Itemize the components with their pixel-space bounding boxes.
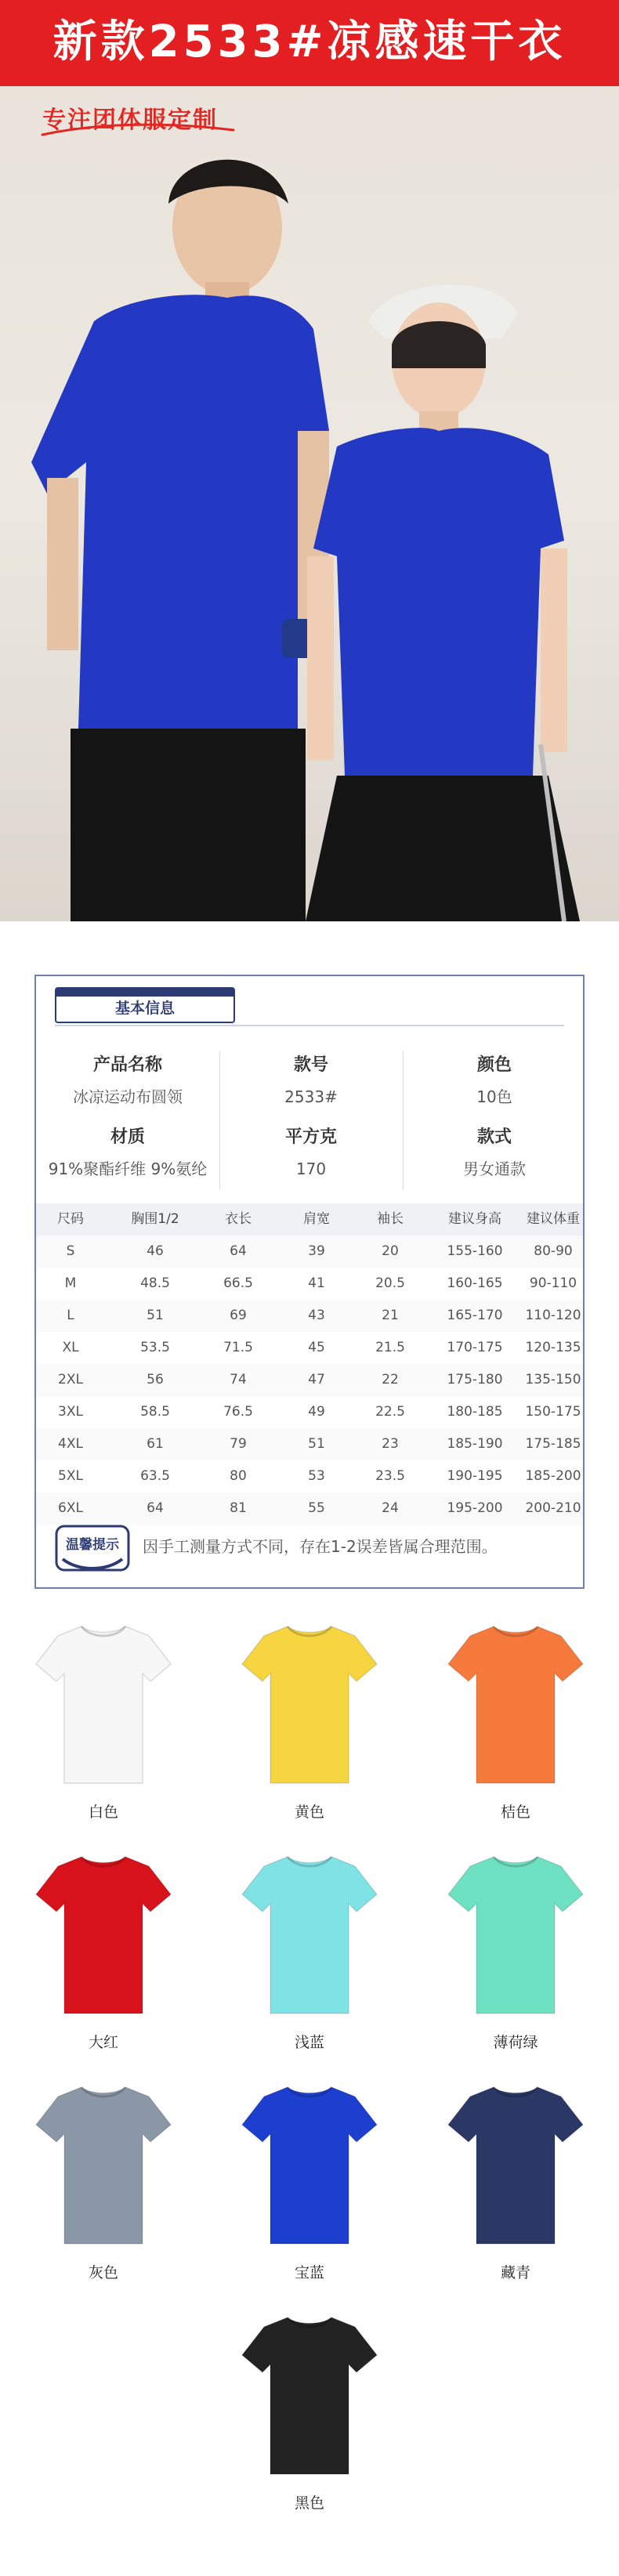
- size-table-cell: S: [66, 1243, 75, 1259]
- color-swatch[interactable]: [17, 2076, 190, 2311]
- size-table-header-cell: 建议身高: [448, 1211, 501, 1227]
- size-table-cell: 2XL: [58, 1372, 83, 1387]
- size-table-cell: 21: [382, 1308, 399, 1323]
- size-table-row: [36, 1236, 583, 1268]
- tshirt-icon: [239, 2306, 380, 2479]
- size-table-cell: 71.5: [223, 1340, 253, 1355]
- size-table-cell: 180-185: [447, 1404, 503, 1420]
- color-swatch[interactable]: [223, 2306, 396, 2542]
- color-swatch[interactable]: [17, 1846, 190, 2081]
- size-table-cell: 56: [147, 1372, 164, 1387]
- spec-section-title: 基本信息: [55, 997, 235, 1023]
- size-table-cell: 120-135: [525, 1340, 581, 1355]
- size-table-cell: 175-180: [447, 1372, 503, 1387]
- color-swatch-label: 白色: [88, 1804, 118, 1821]
- info-fit: 款式 男女通款: [463, 1127, 526, 1178]
- color-swatch-label: 浅蓝: [294, 2034, 324, 2051]
- size-table-cell: 80-90: [534, 1243, 573, 1259]
- size-table-cell: 58.5: [140, 1404, 170, 1420]
- size-table-cell: 150-175: [525, 1404, 581, 1420]
- size-table-cell: 41: [308, 1275, 325, 1291]
- info-product-name: 产品名称 冰凉运动布圆领: [73, 1055, 183, 1106]
- tshirt-icon: [33, 1615, 174, 1788]
- tshirt-icon: [239, 1846, 380, 2018]
- size-table-cell: 23.5: [375, 1468, 405, 1484]
- size-table-cell: 69: [230, 1308, 247, 1323]
- size-table-cell: 53.5: [140, 1340, 170, 1355]
- spec-card: [34, 975, 585, 1589]
- spec-divider: [55, 1025, 564, 1026]
- color-swatch[interactable]: [429, 2076, 602, 2311]
- size-table-cell: 55: [308, 1500, 325, 1516]
- size-table-cell: 80: [230, 1468, 247, 1484]
- male-model: [31, 160, 329, 921]
- size-table-cell: 76.5: [223, 1404, 253, 1420]
- size-chart-table: [36, 1203, 583, 1525]
- color-swatch[interactable]: [223, 1615, 396, 1851]
- size-table-header-cell: 建议体重: [527, 1211, 580, 1227]
- size-table-cell: 20: [382, 1243, 399, 1259]
- tip-badge-label: 温馨提示: [66, 1537, 119, 1553]
- size-table-row: [36, 1460, 583, 1492]
- size-table-cell: 49: [308, 1404, 325, 1420]
- size-table-cell: 110-120: [525, 1308, 581, 1323]
- size-table-cell: 64: [230, 1243, 247, 1259]
- color-swatch-label: 宝蓝: [294, 2264, 324, 2281]
- title-bar: [0, 0, 619, 86]
- size-table-cell: 51: [308, 1436, 325, 1452]
- color-swatch-label: 桔色: [500, 1804, 530, 1821]
- spec-section-tab: [55, 987, 235, 1025]
- tshirt-icon: [445, 1846, 586, 2018]
- slogan: 专注团体服定制: [42, 107, 218, 134]
- info-divider: [219, 1051, 220, 1189]
- size-table-row: [36, 1428, 583, 1460]
- size-table-header-cell: 袖长: [377, 1211, 404, 1227]
- info-gsm: 平方克 170: [284, 1127, 337, 1178]
- size-table-cell: 45: [308, 1340, 325, 1355]
- size-table-cell: 22: [382, 1372, 399, 1387]
- size-table-cell: 3XL: [58, 1404, 83, 1420]
- size-table-cell: 39: [308, 1243, 325, 1259]
- tip-text: 因手工测量方式不同，存在1-2误差皆属合理范围。: [143, 1537, 498, 1556]
- size-table-cell: 51: [147, 1308, 164, 1323]
- size-table-cell: 43: [308, 1308, 325, 1323]
- size-table-cell: 5XL: [58, 1468, 83, 1484]
- size-table-cell: 74: [230, 1372, 247, 1387]
- size-table-cell: 160-165: [447, 1275, 503, 1291]
- size-table-row: [36, 1268, 583, 1300]
- size-table-cell: 53: [308, 1468, 325, 1484]
- info-style-number: 款号 2533#: [284, 1055, 338, 1106]
- female-model: [306, 285, 580, 921]
- size-table-cell: 64: [147, 1500, 164, 1516]
- color-swatch-label: 大红: [88, 2034, 118, 2051]
- product-title: 新款2533#凉感速干衣: [52, 16, 567, 67]
- size-table-cell: 81: [230, 1500, 247, 1516]
- size-table-cell: 22.5: [375, 1404, 405, 1420]
- models-photo: [0, 133, 619, 921]
- size-table-cell: 21.5: [375, 1340, 405, 1355]
- size-table-cell: 190-195: [447, 1468, 503, 1484]
- color-swatch-label: 灰色: [88, 2264, 118, 2281]
- size-table-cell: 195-200: [447, 1500, 503, 1516]
- size-table-cell: 48.5: [140, 1275, 170, 1291]
- size-table-cell: 90-110: [529, 1275, 577, 1291]
- info-material: 材质 91%聚酯纤维 9%氨纶: [48, 1127, 208, 1178]
- tshirt-icon: [33, 2076, 174, 2249]
- tshirt-icon: [445, 2076, 586, 2249]
- size-table-cell: 4XL: [58, 1436, 83, 1452]
- size-table-cell: 47: [308, 1372, 325, 1387]
- color-swatch[interactable]: [17, 1615, 190, 1851]
- size-table-cell: M: [64, 1275, 77, 1291]
- size-table-cell: 155-160: [447, 1243, 503, 1259]
- color-swatch[interactable]: [429, 1615, 602, 1851]
- measurement-tip: [55, 1521, 564, 1576]
- size-table-row: [36, 1300, 583, 1332]
- size-table-cell: 170-175: [447, 1340, 503, 1355]
- tshirt-icon: [33, 1846, 174, 2018]
- size-table-header-cell: 胸围1/2: [131, 1211, 179, 1227]
- info-color-count: 颜色 10色: [476, 1055, 512, 1106]
- size-table-cell: 185-200: [525, 1468, 581, 1484]
- size-table-cell: L: [67, 1308, 74, 1323]
- size-table-header-cell: 衣长: [225, 1211, 252, 1227]
- info-divider: [403, 1051, 404, 1189]
- size-table-cell: 66.5: [223, 1275, 253, 1291]
- size-table-cell: 20.5: [375, 1275, 405, 1291]
- size-table-cell: 24: [382, 1500, 399, 1516]
- tip-badge: [55, 1525, 130, 1572]
- size-table-cell: 46: [147, 1243, 164, 1259]
- color-swatch[interactable]: [223, 2076, 396, 2311]
- color-swatch[interactable]: [429, 1846, 602, 2081]
- size-table-row: [36, 1332, 583, 1364]
- size-table-cell: 135-150: [525, 1372, 581, 1387]
- size-table-row: [36, 1364, 583, 1396]
- size-table-cell: 79: [230, 1436, 247, 1452]
- size-table-header-cell: 肩宽: [303, 1211, 330, 1227]
- size-table-cell: 61: [147, 1436, 164, 1452]
- size-table-cell: 23: [382, 1436, 399, 1452]
- size-table-header: [36, 1203, 583, 1236]
- size-table-cell: 6XL: [58, 1500, 83, 1516]
- color-swatch-label: 黑色: [294, 2495, 324, 2512]
- size-table-cell: 63.5: [140, 1468, 170, 1484]
- size-table-cell: XL: [62, 1340, 79, 1355]
- size-table-row: [36, 1492, 583, 1525]
- color-swatch-label: 藏青: [500, 2264, 530, 2281]
- tshirt-icon: [239, 2076, 380, 2249]
- size-table-cell: 165-170: [447, 1308, 503, 1323]
- size-table-header-cell: 尺码: [57, 1211, 84, 1227]
- size-table-cell: 185-190: [447, 1436, 503, 1452]
- tshirt-icon: [239, 1615, 380, 1788]
- color-swatch-label: 薄荷绿: [493, 2034, 538, 2051]
- size-table-cell: 200-210: [525, 1500, 581, 1516]
- tshirt-icon: [445, 1615, 586, 1788]
- color-swatch[interactable]: [223, 1846, 396, 2081]
- hero-banner: [0, 0, 619, 921]
- color-swatch-label: 黄色: [294, 1804, 324, 1821]
- size-table-row: [36, 1396, 583, 1428]
- size-table-cell: 175-185: [525, 1436, 581, 1452]
